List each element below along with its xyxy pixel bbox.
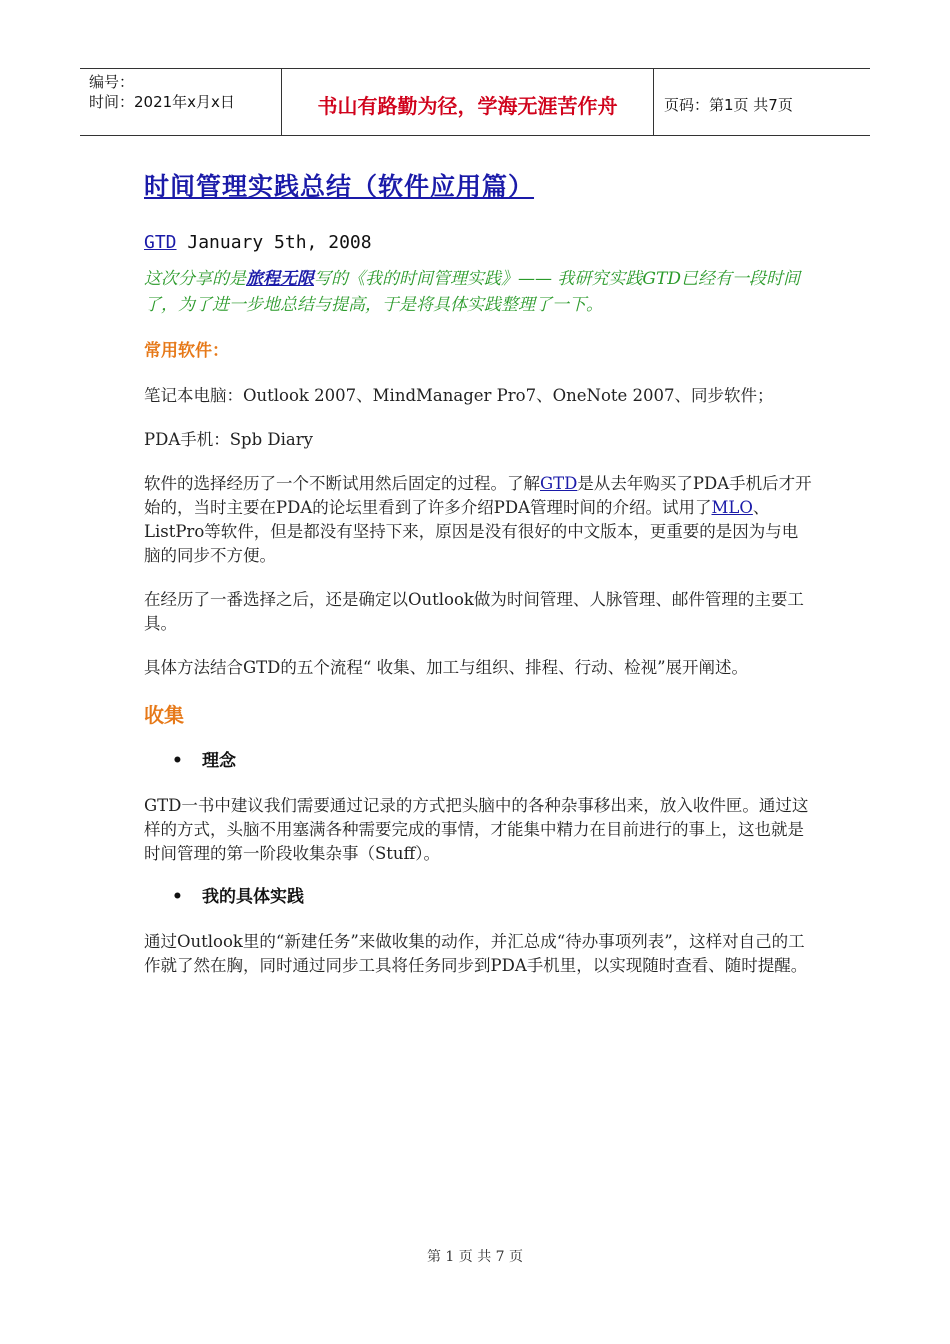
gtd-link[interactable]: GTD — [540, 474, 578, 493]
page-title[interactable]: 时间管理实践总结（软件应用篇） — [144, 172, 535, 201]
para1-text-b: 是从去年购买了PDA手机后才开始的，当时主要在PDA的论坛里看到了许多介绍PDA管理时间的介绍。试用了 — [144, 474, 812, 517]
laptop-software-line: 笔记本电脑：Outlook 2007、MindManager Pro7、OneNote 2007、同步软件； — [144, 386, 774, 405]
software-selection-paragraph — [144, 472, 814, 568]
page-footer: 第 1 页 共 7 页 — [426, 1249, 524, 1265]
time-label: 时间：2021年x月x日 — [89, 93, 235, 111]
dateline — [144, 230, 814, 256]
header-table — [80, 68, 870, 136]
section-heading-software: 常用软件： — [144, 341, 229, 361]
number-label: 编号： — [89, 73, 135, 91]
collect-practice-paragraph: 通过Outlook里的“新建任务”来做收集的动作，并汇总成“待办事项列表”，这样对自己的工作就了然在胸，同时通过同步工具将任务同步到PDA手机里，以实现随时查看、随时提醒。 — [144, 932, 808, 975]
bullet-practice-label: 我的具体实践 — [202, 887, 304, 907]
intro-text-post: 写的《我的时间管理实践》—— 我研究实践GTD已经有一段时间了，为了进一步地总结与提高，于是将具体实践整理了一下。 — [144, 269, 800, 315]
header-left-cell — [80, 69, 282, 135]
collect-concept-paragraph: GTD一书中建议我们需要通过记录的方式把头脑中的各种杂事移出来，放入收件匣。通过这样的方式，头脑不用塞满各种需要完成的事情，才能集中精力在目前进行的事上，这也就是时间管理的第一阶段收集杂事（Stuff）。 — [144, 796, 809, 863]
bullet-concept-label: 理念 — [202, 751, 236, 771]
bullet-practice — [144, 884, 814, 910]
para1-text-c: 、ListPro等软件，但是都没有坚持下来，原因是没有很好的中文版本，更重要的是因为与电脑的同步不方便。 — [144, 498, 799, 565]
outlook-choice-paragraph: 在经历了一番选择之后，还是确定以Outlook做为时间管理、人脉管理、邮件管理的主要工具。 — [144, 590, 804, 633]
pda-software-line: PDA手机：Spb Diary — [144, 430, 313, 449]
author-link[interactable]: 旅程无限 — [246, 269, 314, 289]
bullet-dot-icon: • — [172, 887, 183, 907]
gtd-category-link[interactable]: GTD — [144, 232, 177, 253]
section-heading-collect: 收集 — [144, 703, 184, 727]
header-motto: 书山有路勤为径，学海无涯苦作舟 — [282, 69, 654, 135]
post-date: January 5th, 2008 — [176, 232, 372, 253]
intro-text-pre: 这次分享的是 — [144, 269, 246, 289]
mlo-link[interactable]: MLO — [711, 498, 753, 517]
bullet-dot-icon: • — [172, 751, 183, 771]
intro-paragraph — [144, 266, 814, 318]
para1-text-a: 软件的选择经历了一个不断试用然后固定的过程。了解 — [144, 474, 540, 493]
gtd-flow-paragraph: 具体方法结合GTD的五个流程“ 收集、加工与组织、排程、行动、检视”展开阐述。 — [144, 658, 749, 677]
header-page-code: 页码：第1页 共7页 — [664, 95, 793, 114]
bullet-concept — [144, 748, 814, 774]
document-body — [144, 170, 814, 978]
